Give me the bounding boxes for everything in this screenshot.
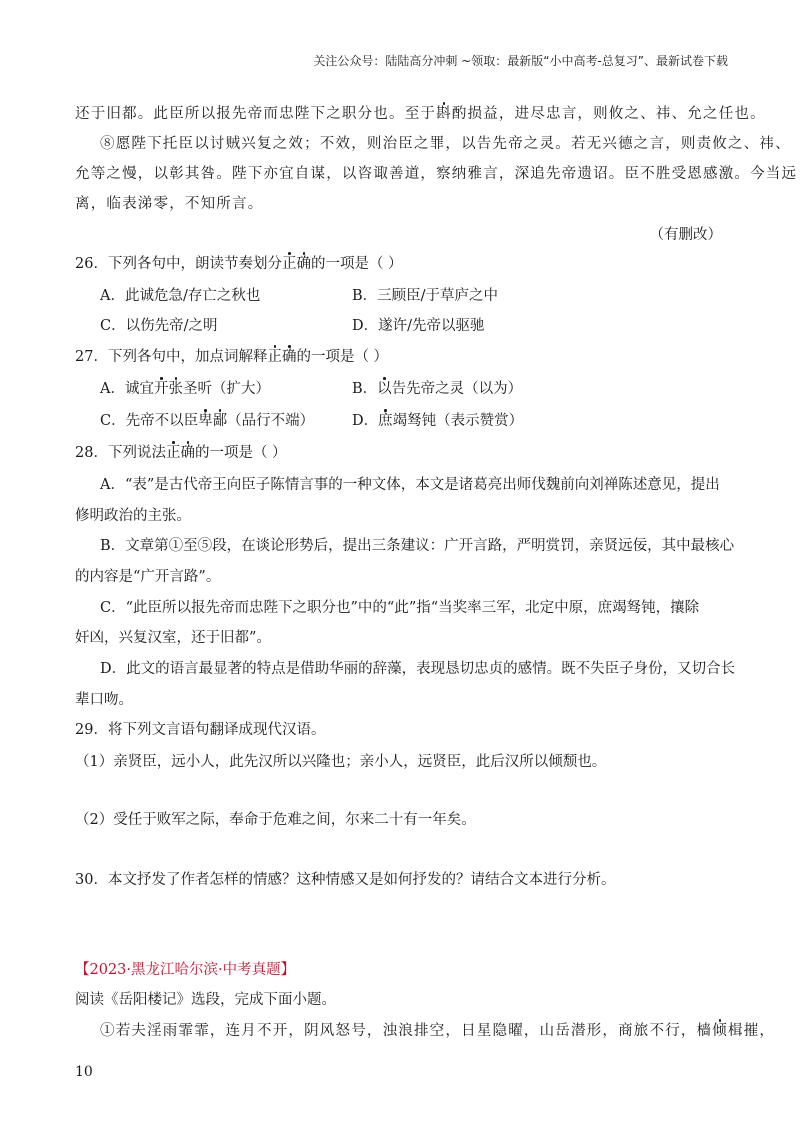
q27-option-a: A．诚宜开张圣听（扩大） <box>100 381 270 397</box>
q27-option-b: B．以告先帝之灵（以为） <box>352 381 523 397</box>
q28-option-a-line-1: A．“表”是古代帝王向臣子陈情言事的一种文体，本文是诸葛亮出师伐魏前向刘禅陈述意见，提出 <box>100 477 720 493</box>
q26-option-c: C．以伤先帝/之明 <box>100 318 218 334</box>
q28-option-b-line-2: 的内容是“广开言路”。 <box>75 569 221 585</box>
section-tag: 【2023·黑龙江哈尔滨·中考真题】 <box>75 962 296 978</box>
source-note: （有删改） <box>649 227 722 243</box>
q26-option-b: B．三顾臣/于草庐之中 <box>352 288 499 304</box>
emphasis-char: 斟 <box>436 106 452 122</box>
q29-sentence-1: （1）亲贤臣，远小人，此先汉所以兴隆也；亲小人，远贤臣，此后汉所以倾颓也。 <box>75 754 607 770</box>
q29-sentence-2: （2）受任于败军之际，奉命于危难之间，尔来二十有一年矣。 <box>75 812 476 828</box>
passage-p8-line-2: 允等之慢，以彰其咎。陛下亦宜自谋，以咨诹善道，察纳雅言，深追先帝遗诏。臣不胜受恩感激。今当远 <box>75 166 798 182</box>
q28-option-d-line-2: 辈口吻。 <box>75 692 133 708</box>
q28-option-d-line-1: D．此文的语言最显著的特点是借助华丽的辞藻，表现恳切忠贞的感情。既不失臣子身份，又切合长 <box>100 661 736 677</box>
page-number: 10 <box>75 1064 93 1080</box>
q28-stem: 28．下列说法正确的一项是（ ） <box>75 445 287 461</box>
passage-p8-line-3: 离，临表涕零，不知所言。 <box>75 196 264 212</box>
page-header: 关注公众号：陆陆高分冲刺 ~领取：最新版“小中高考-总复习”、最新试卷下载 <box>313 54 728 68</box>
q28-option-c-line-2: 奸凶，兴复汉室，还于旧都”。 <box>75 630 271 646</box>
q28-option-c-line-1: C．“此臣所以报先帝而忠陛下之职分也”中的“此”指“当奖率三军，北定中原，庶竭驽钝，攘除 <box>100 600 700 616</box>
q28-option-a-line-2: 修明政治的主张。 <box>75 508 191 524</box>
q26-option-d: D．遂许/先帝以驱驰 <box>352 318 485 334</box>
q30-stem: 30．本文抒发了作者怎样的情感？这种情感又是如何抒发的？请结合文本进行分析。 <box>75 872 616 888</box>
q27-option-c: C．先帝不以臣卑鄙（品行不端） <box>100 413 315 429</box>
passage-p8-line-1: ⑧愿陛下托臣以讨贼兴复之效；不效，则治臣之罪，以告先帝之灵。若无兴德之言，则责攸之、祎、 <box>100 136 791 152</box>
section-intro: 阅读《岳阳楼记》选段，完成下面小题。 <box>75 992 336 1008</box>
q29-stem: 29．将下列文言语句翻译成现代汉语。 <box>75 722 326 738</box>
passage-line-1: 还于旧都。此臣所以报先帝而忠陛下之职分也。至于斟酌损益，进尽忠言，则攸之、祎、允之任也。 <box>75 106 766 122</box>
q27-stem: 27．下列各句中，加点词解释正确的一项是（ ） <box>75 349 389 365</box>
q27-option-d: D．庶竭驽钝（表示赞赏） <box>352 413 524 429</box>
q28-option-b-line-1: B．文章第①至⑤段，在谈论形势后，提出三条建议：广开言路，严明赏罚，亲贤远佞，其中最核心 <box>100 538 735 554</box>
section-passage-line-1: ①若夫淫雨霏霏，连月不开，阴风怒号，浊浪排空，日星隐曜，山岳潜形，商旅不行，樯倾楫摧， <box>100 1023 776 1039</box>
q26-option-a: A．此诚危急/存亡之秋也 <box>100 288 261 304</box>
q26-stem: 26．下列各句中，朗读节奏划分正确的一项是（ ） <box>75 256 403 272</box>
